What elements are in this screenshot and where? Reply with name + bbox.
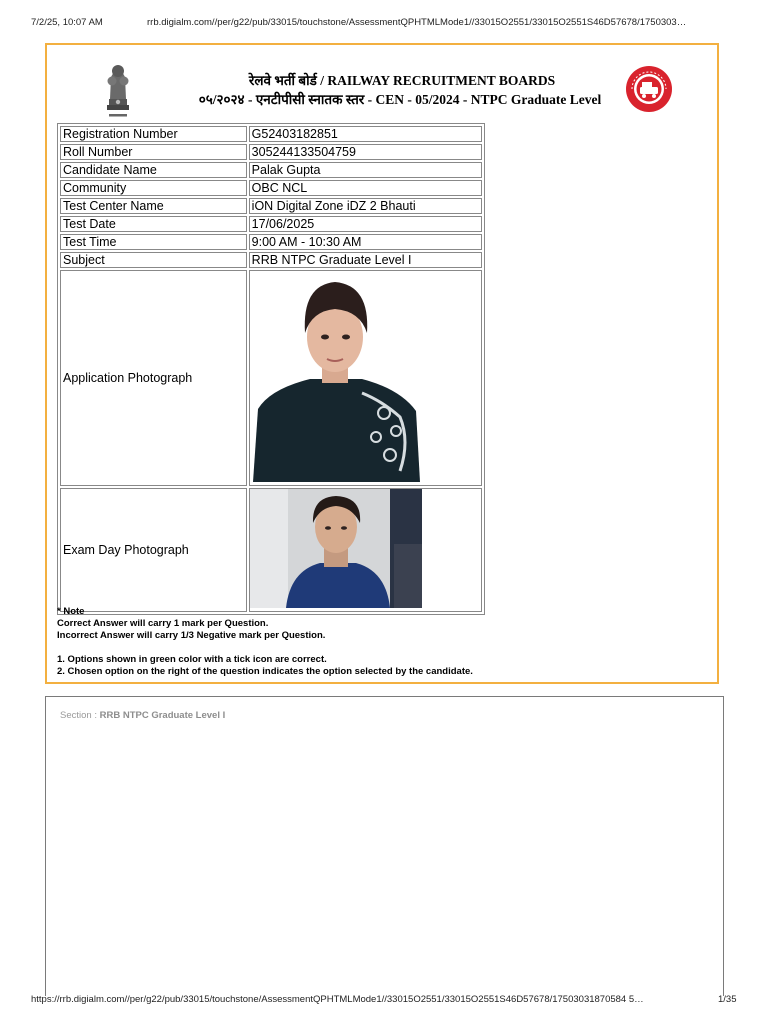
row-label-test-center-name: Test Center Name [60, 198, 247, 214]
banner-title-line2: ०५/२०२४ - एनटीपीसी स्नातक स्तर - CEN - 05/2024 - NTPC Graduate Level [198, 92, 602, 107]
notes-point-2: 2. Chosen option on the right of the question indicates the option selected by the candidate. [57, 666, 473, 677]
section-prefix: Section : [60, 710, 97, 721]
row-value-registration-number: G52403182851 [249, 126, 482, 142]
application-photo-cell [249, 270, 482, 486]
row-value-test-time: 9:00 AM - 10:30 AM [249, 234, 482, 250]
application-photo [250, 271, 422, 482]
table-row [60, 180, 482, 196]
row-label-candidate-name: Candidate Name [60, 162, 247, 178]
table-row [60, 216, 482, 232]
notes-incorrect: Incorrect Answer will carry 1/3 Negative mark per Question. [57, 630, 326, 641]
national-emblem-icon [101, 59, 135, 121]
section-name: RRB NTPC Graduate Level I [99, 710, 226, 721]
row-label-test-date: Test Date [60, 216, 247, 232]
section-panel [45, 696, 724, 996]
exam-banner [57, 53, 713, 125]
row-value-test-date: 17/06/2025 [249, 216, 482, 232]
marking-notes [57, 606, 697, 678]
indian-railways-logo-icon [625, 65, 673, 113]
candidate-details-table [57, 123, 485, 615]
table-row [60, 234, 482, 250]
row-label-test-time: Test Time [60, 234, 247, 250]
print-datetime: 7/2/25, 10:07 AM [31, 17, 103, 28]
row-label-subject: Subject [60, 252, 247, 268]
row-label-registration-number: Registration Number [60, 126, 247, 142]
notes-correct: Correct Answer will carry 1 mark per Question. [57, 618, 269, 629]
table-row [60, 488, 482, 612]
table-row [60, 144, 482, 160]
row-label-community: Community [60, 180, 247, 196]
row-value-roll-number: 305244133504759 [249, 144, 482, 160]
candidate-info-panel [45, 43, 719, 684]
notes-heading: * Note [57, 606, 85, 617]
page-number: 1/35 [718, 994, 737, 1005]
print-header [0, 0, 768, 30]
row-value-candidate-name: Palak Gupta [249, 162, 482, 178]
table-row [60, 252, 482, 268]
row-label-roll-number: Roll Number [60, 144, 247, 160]
exam-day-photo-cell [249, 488, 482, 612]
exam-day-photo-label: Exam Day Photograph [60, 488, 247, 612]
notes-spacer [57, 642, 697, 654]
application-photo-label: Application Photograph [60, 270, 247, 486]
print-footer [0, 990, 768, 1010]
section-label [60, 710, 225, 721]
banner-title-line1: रेलवे भर्ती बोर्ड / RAILWAY RECRUITMENT BOARDS [248, 73, 556, 88]
print-url: rrb.digialm.com//per/g22/pub/33015/touchstone/AssessmentQPHTMLMode1//33015O2551/33015O2551S46D57678/1750303… [147, 17, 687, 28]
table-row [60, 126, 482, 142]
table-row [60, 198, 482, 214]
exam-day-photo [250, 489, 422, 608]
notes-point-1: 1. Options shown in green color with a tick icon are correct. [57, 654, 327, 665]
row-value-subject: RRB NTPC Graduate Level I [249, 252, 482, 268]
table-row [60, 270, 482, 486]
row-value-test-center-name: iON Digital Zone iDZ 2 Bhauti [249, 198, 482, 214]
footer-url: https://rrb.digialm.com//per/g22/pub/33015/touchstone/AssessmentQPHTMLMode1//33015O2551/33015O2551S46D57678/17503031870584 5… [31, 994, 644, 1005]
table-row [60, 162, 482, 178]
row-value-community: OBC NCL [249, 180, 482, 196]
